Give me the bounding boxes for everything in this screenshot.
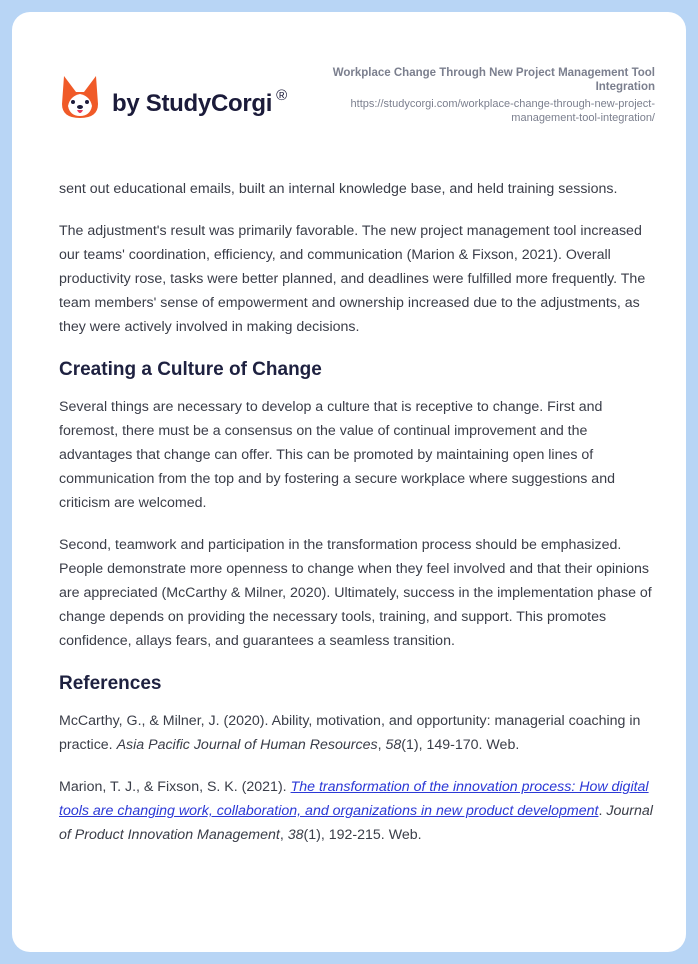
paragraph: Second, teamwork and participation in the transformation process should be emphasized. People demonstrate more openness to change when they feel involved and that their opinions are appreciated (McCarthy & Milner, 2020). Ultimately, success in the implementation phase of change depends on providing the necessary tools, training, and support. This promotes confidence, allays fears, and guarantees a seamless transition. <box>59 537 652 649</box>
studycorgi-logo[interactable] <box>60 74 287 120</box>
ref-rest: (1), 192-215. Web. <box>303 827 422 843</box>
paragraph: sent out educational emails, built an internal knowledge base, and held training sessions. <box>59 181 618 197</box>
header <box>12 12 686 142</box>
section-heading: Creating a Culture of Change <box>59 359 322 380</box>
ref-rest: (1), 149-170. Web. <box>401 737 520 753</box>
paragraph: The adjustment's result was primarily favorable. The new project management tool increased our teams' coordination, efficiency, and communication (Marion & Fixson, 2021). Overall productivity rose, tasks were better planned, and deadlines were fulfilled more frequently. The team members' sense of empowerment and ownership increased due to the adjustments, as they were actively involved in making decisions. <box>59 223 646 335</box>
ref-volume: 58 <box>385 737 402 753</box>
paragraph: Several things are necessary to develop a culture that is receptive to change. First and foremost, there must be a consensus on the value of continual improvement and the advantages that change can offer. This can be promoted by maintaining open lines of communication from the top and by fostering a secure workplace where suggestions and criticism are welcomed. <box>59 399 615 511</box>
reference-item <box>59 775 659 847</box>
ref-journal: Asia Pacific Journal of Human Resources <box>116 737 378 753</box>
article-body <box>59 177 659 865</box>
ref-volume: 38 <box>287 827 304 843</box>
ref-sep: , <box>279 827 288 843</box>
essay-url[interactable]: https://studycorgi.com/workplace-change-through-new-project-management-tool-integration/ <box>350 98 655 124</box>
brand-name: by StudyCorgi <box>112 90 273 117</box>
essay-meta <box>315 66 655 125</box>
ref-authors: McCarthy, G., & Milner, J. (2020). Ability, motivation, and opportunity: managerial coaching in practice. <box>59 713 641 753</box>
reference-item <box>59 709 659 757</box>
ref-journal: Journal of Product Innovation Management <box>59 803 653 843</box>
ref-sep: , <box>377 737 386 753</box>
registered-mark: ® <box>276 87 288 104</box>
page-card <box>12 12 686 952</box>
ref-title-link[interactable]: The transformation of the innovation process: How digital tools are changing work, collaboration, and organizations in new product development <box>59 779 649 819</box>
corgi-icon <box>60 74 100 120</box>
essay-title: Workplace Change Through New Project Management Tool Integration <box>332 67 655 93</box>
ref-authors: Marion, T. J., & Fixson, S. K. (2021). <box>59 779 291 795</box>
ref-dot: . <box>598 803 607 819</box>
references-heading: References <box>59 673 162 694</box>
